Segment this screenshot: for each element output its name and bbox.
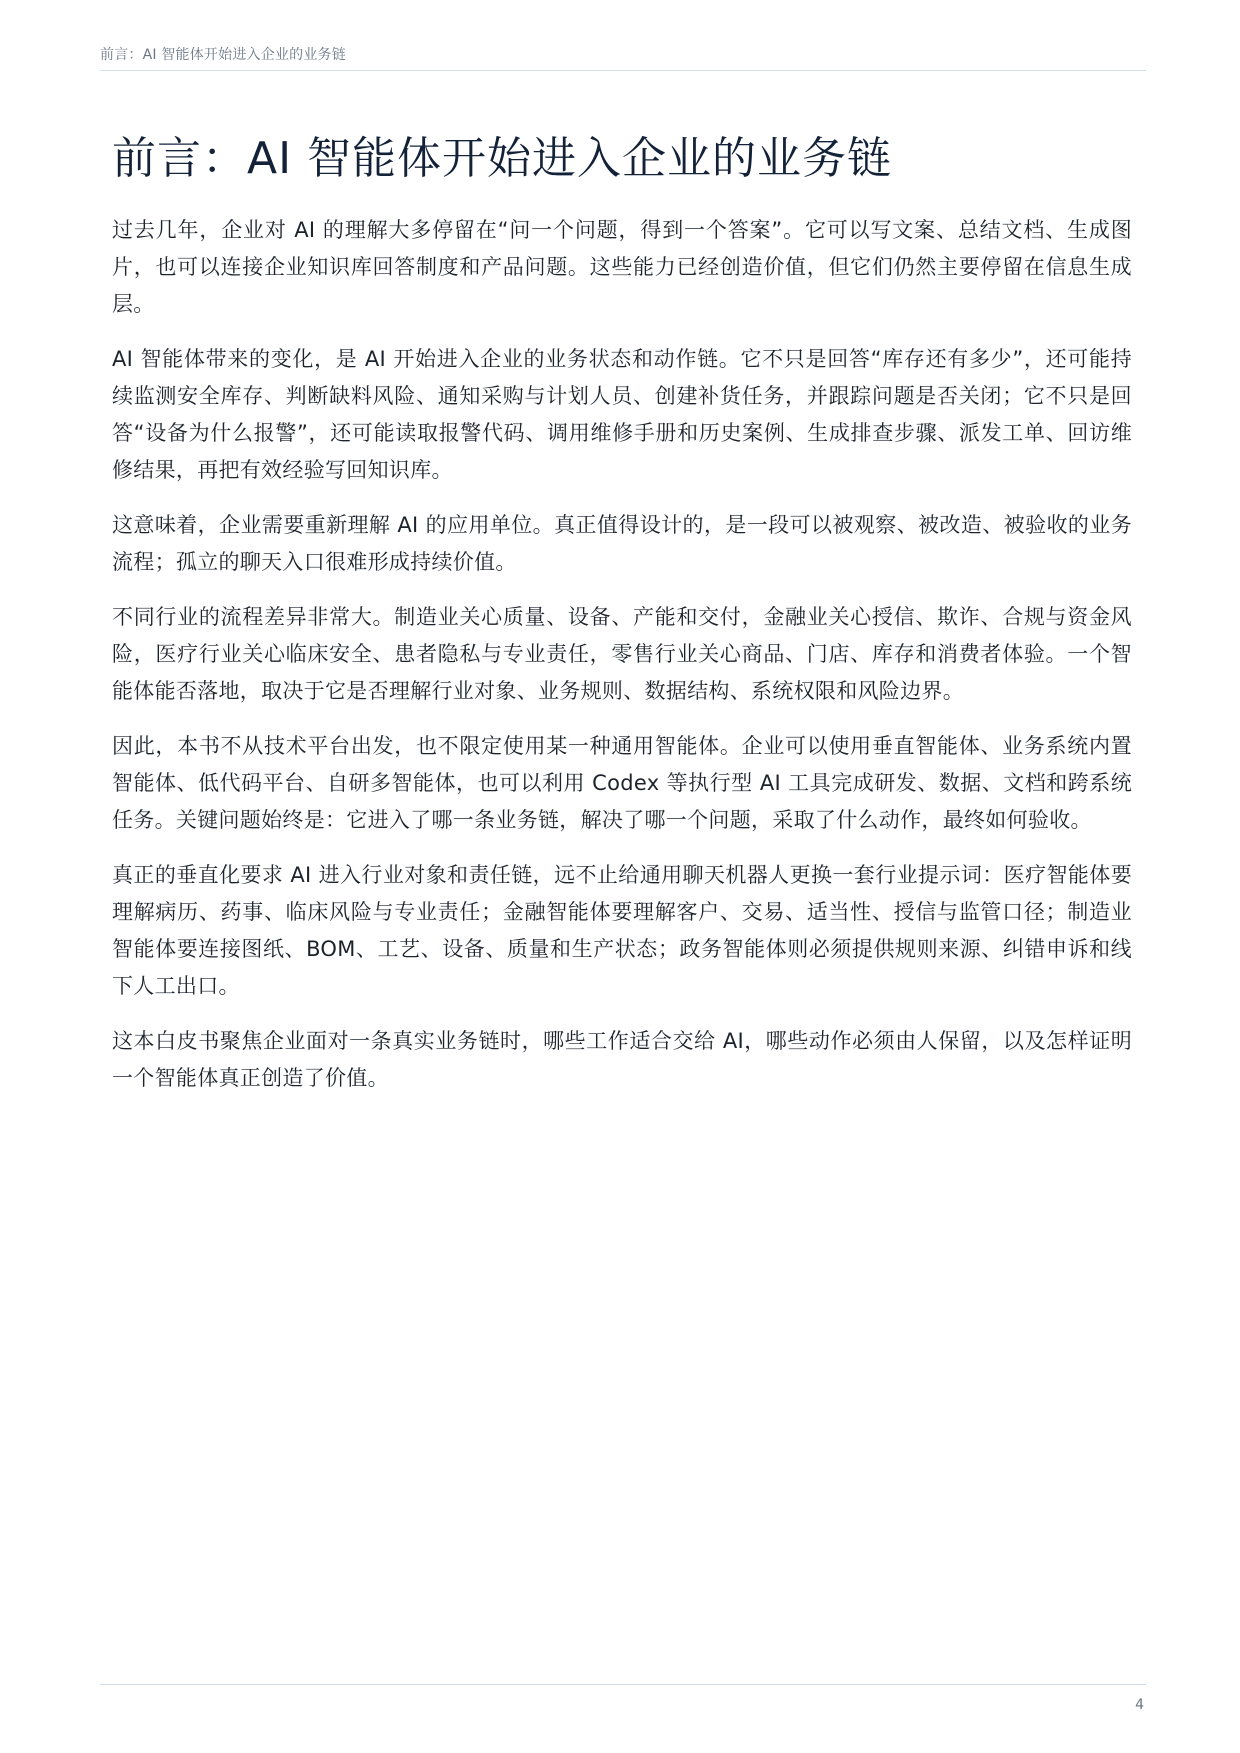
footer-divider [100, 1684, 1146, 1685]
paragraph: 真正的垂直化要求 AI 进入行业对象和责任链，远不止给通用聊天机器人更换一套行业提示词：医疗智能体要理解病历、药事、临床风险与专业责任；金融智能体要理解客户、交易、适当性、授信与监管口径；制造业智能体要连接图纸、BOM、工艺、设备、质量和生产状态；政务智能体则必须提供规则来源、纠错申诉和线下人工出口。 [112, 863, 1132, 998]
body-text [112, 212, 1132, 1115]
page-title: 前言：AI 智能体开始进入企业的业务链 [112, 133, 893, 184]
running-header-title: 前言：AI 智能体开始进入企业的业务链 [100, 47, 346, 63]
paragraph: 不同行业的流程差异非常大。制造业关心质量、设备、产能和交付，金融业关心授信、欺诈、合规与资金风险，医疗行业关心临床安全、患者隐私与专业责任，零售行业关心商品、门店、库存和消费者体验。一个智能体能否落地，取决于它是否理解行业对象、业务规则、数据结构、系统权限和风险边界。 [112, 605, 1132, 703]
paragraph: 这本白皮书聚焦企业面对一条真实业务链时，哪些工作适合交给 AI，哪些动作必须由人保留，以及怎样证明一个智能体真正创造了价值。 [112, 1029, 1132, 1090]
page-number: 4 [1135, 1697, 1144, 1713]
paragraph: AI 智能体带来的变化，是 AI 开始进入企业的业务状态和动作链。它不只是回答“库存还有多少”，还可能持续监测安全库存、判断缺料风险、通知采购与计划人员、创建补货任务，并跟踪问题是否关闭；它不只是回答“设备为什么报警”，还可能读取报警代码、调用维修手册和历史案例、生成排查步骤、派发工单、回访维修结果，再把有效经验写回知识库。 [112, 347, 1132, 482]
paragraph: 因此，本书不从技术平台出发，也不限定使用某一种通用智能体。企业可以使用垂直智能体、业务系统内置智能体、低代码平台、自研多智能体，也可以利用 Codex 等执行型 AI 工具完成研发、数据、文档和跨系统任务。关键问题始终是：它进入了哪一条业务链，解决了哪一个问题，采取了什么动作，最终如何验收。 [112, 734, 1132, 832]
paragraph: 过去几年，企业对 AI 的理解大多停留在“问一个问题，得到一个答案”。它可以写文案、总结文档、生成图片，也可以连接企业知识库回答制度和产品问题。这些能力已经创造价值，但它们仍然主要停留在信息生成层。 [112, 218, 1132, 316]
header-divider [100, 70, 1146, 71]
paragraph: 这意味着，企业需要重新理解 AI 的应用单位。真正值得设计的，是一段可以被观察、被改造、被验收的业务流程；孤立的聊天入口很难形成持续价值。 [112, 513, 1132, 574]
